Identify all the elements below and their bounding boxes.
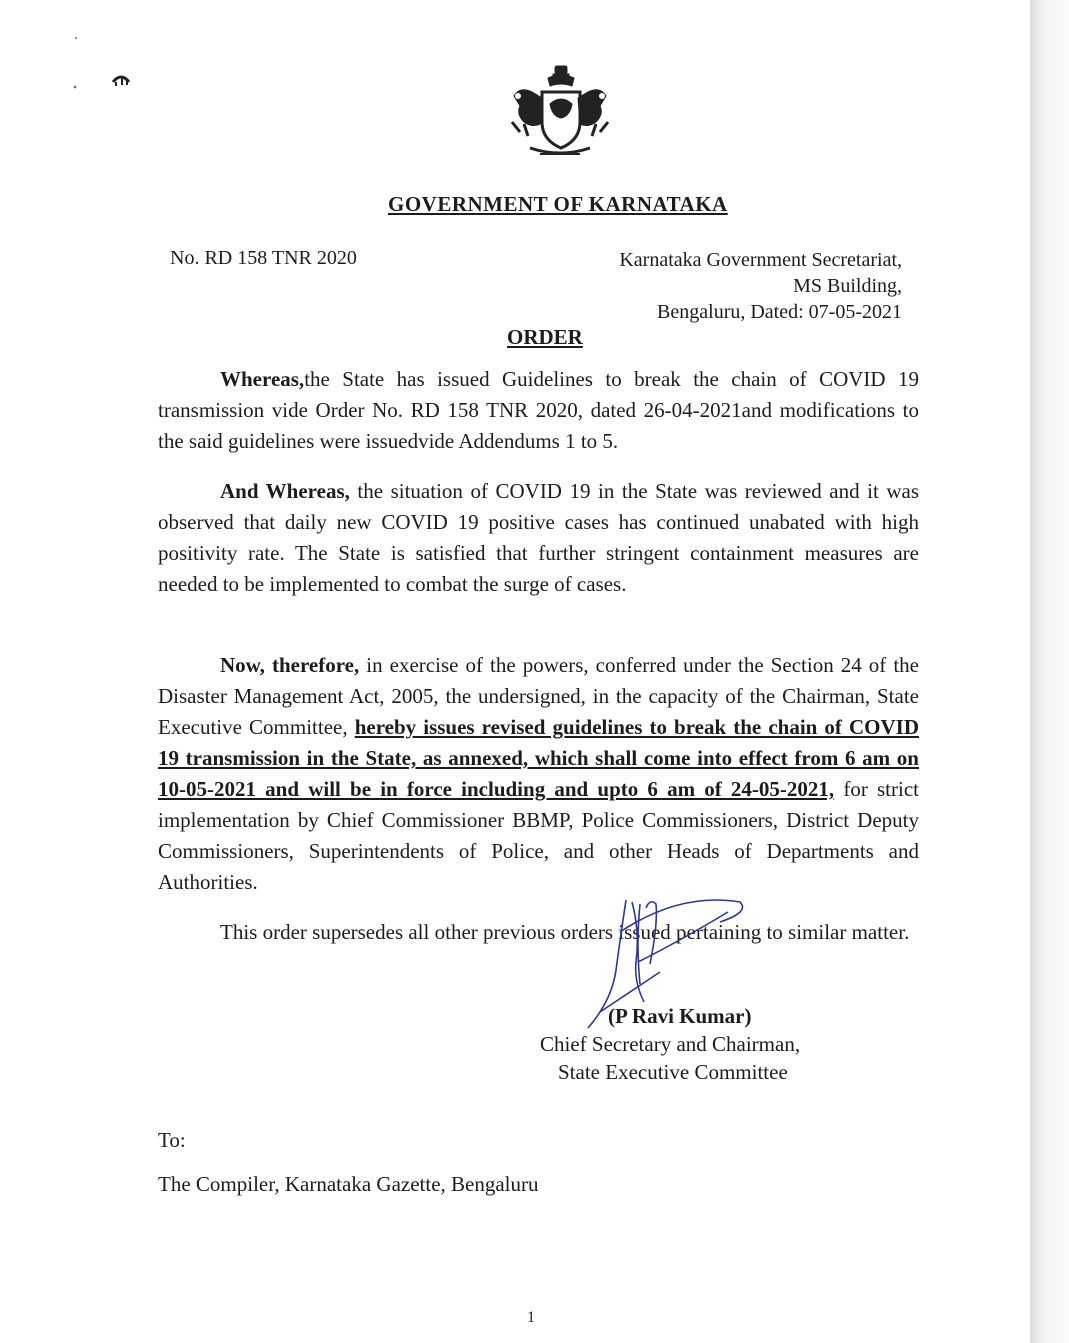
paragraph-text: for strict implementation by Chief Commissioner BBMP, Police Commissioners, District Deputy Commissioners, Superintendents of Police, and other Heads of Departments and Authorities. [158, 777, 919, 894]
paragraph-supersedes: This order supersedes all other previous orders issued pertaining to similar matter. [220, 920, 910, 944]
government-title: GOVERNMENT OF KARNATAKA [388, 192, 728, 216]
paragraph-lead: Now, therefore, [220, 653, 360, 677]
paragraph-text: the situation of COVID 19 in the State was reviewed and it was observed that daily new COVID 19 positive cases has continued unabated with high positivity rate. The State is satisfied that further stringent containment measures are needed to be implemented to combat the surge of cases. [158, 479, 919, 596]
recipient-address: The Compiler, Karnataka Gazette, Bengaluru [158, 1172, 539, 1196]
paragraph-now-therefore [158, 650, 919, 898]
address-line: Karnataka Government Secretariat, [619, 249, 902, 271]
scan-specks [60, 30, 180, 100]
highlighted-directive: hereby issues revised guidelines to break the chain of COVID 19 transmission in the State, as annexed, which shall come into effect from 6 am on 10-05-2021 and will be in force including and upto 6 am of 24-05-2021, [158, 715, 919, 801]
paragraph-and-whereas [158, 476, 919, 600]
paragraph-lead: And Whereas, [220, 479, 350, 503]
paragraph-lead: Whereas, [220, 367, 305, 391]
page-number: 1 [527, 1309, 535, 1326]
paragraph-whereas [158, 364, 919, 457]
paragraph-text: in exercise of the powers, conferred under the Section 24 of the Disaster Management Act, 2005, the undersigned, in the capacity of the Chairman, State Executive Committee, [158, 653, 919, 739]
designation-line: Chief Secretary and Chairman, [540, 1032, 801, 1056]
order-reference-number: No. RD 158 TNR 2020 [170, 247, 357, 269]
order-heading: ORDER [507, 325, 583, 349]
state-emblem-icon [500, 62, 620, 162]
signatory-designation [540, 1030, 800, 1086]
issuing-office-address [619, 247, 902, 325]
scan-page-edge [1030, 0, 1069, 1343]
paragraph-text: the State has issued Guidelines to break the chain of COVID 19 transmission vide Order No. RD 158 TNR 2020, dated 26-04-2021and modifications to the said guidelines were issuedvide Addendums 1 to 5. [158, 367, 919, 453]
signatory-name: (P Ravi Kumar) [608, 1004, 752, 1028]
address-line-date: Bengaluru, Dated: 07-05-2021 [657, 301, 902, 323]
address-line: MS Building, [793, 275, 902, 297]
recipient-label: To: [158, 1128, 186, 1152]
designation-line: State Executive Committee [558, 1060, 788, 1084]
